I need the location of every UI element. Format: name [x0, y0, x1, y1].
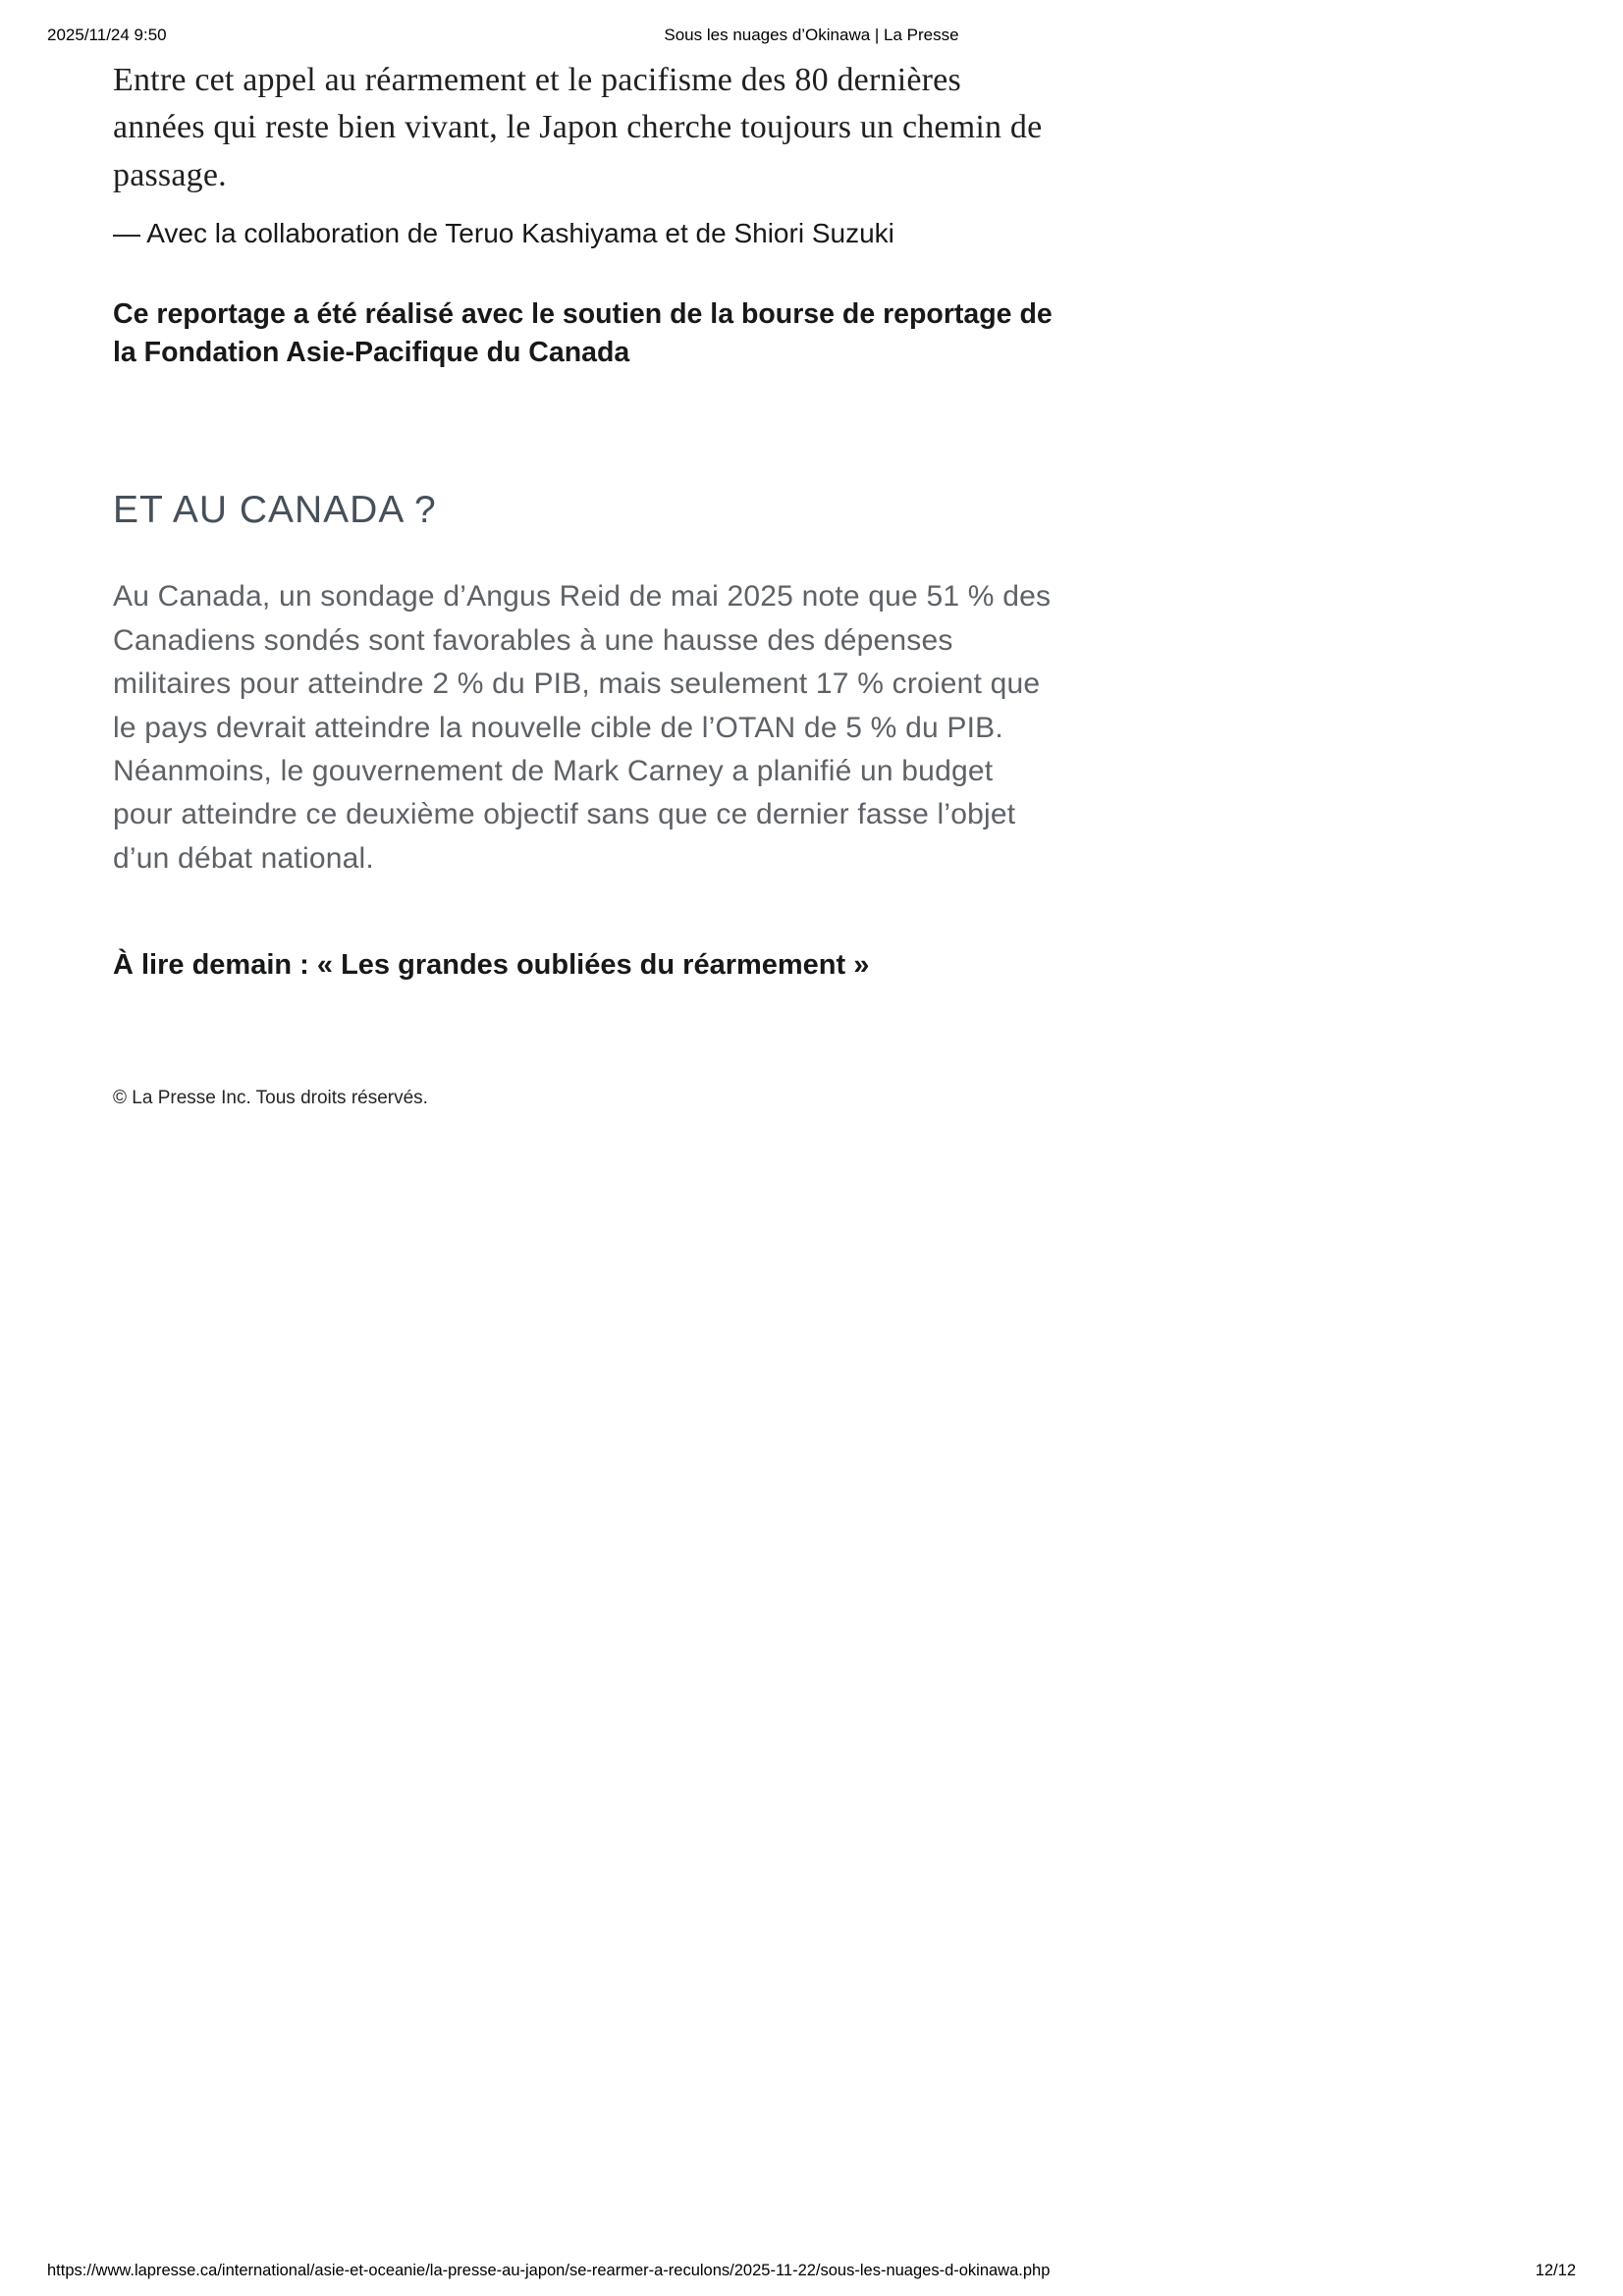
- copyright-notice: © La Presse Inc. Tous droits réservés.: [113, 1088, 428, 1109]
- read-tomorrow-note: À lire demain : « Les grandes oubliées du réarmement »: [113, 949, 870, 982]
- article-body: [113, 57, 1060, 1109]
- print-document-title: Sous les nuages d’Okinawa | La Presse: [664, 26, 959, 44]
- collaboration-note: — Avec la collaboration de Teruo Kashiyama et de Shiori Suzuki: [113, 217, 894, 248]
- print-footer: [47, 2262, 1576, 2280]
- page-indicator: 12/12: [1535, 2262, 1576, 2279]
- section-heading: ET AU CANADA ?: [113, 489, 437, 532]
- print-source-url: https://www.lapresse.ca/international/asie-et-oceanie/la-presse-au-japon/se-rearmer-a-reculons/2025-11-22/sous-les-nuages-d-okinawa.php: [47, 2262, 1051, 2279]
- print-datetime: 2025/11/24 9:50: [47, 26, 167, 44]
- canada-paragraph: Au Canada, un sondage d’Angus Reid de mai 2025 note que 51 % des Canadiens sondés sont favorables à une hausse des dépenses militaires pour atteindre 2 % du PIB, mais seulement 17 % croient que le pays devrait atteindre la nouvelle cible de l’OTAN de 5 % du PIB. Néanmoins, le gouvernement de Mark Carney a planifié un budget pour atteindre ce deuxième objectif sans que ce dernier fasse l’objet d’un débat national.: [113, 580, 1052, 875]
- print-header: [47, 26, 1576, 49]
- support-note: Ce reportage a été réalisé avec le soutien de la bourse de reportage de la Fondation Asie-Pacifique du Canada: [113, 297, 1053, 369]
- lede-paragraph: Entre cet appel au réarmement et le pacifisme des 80 dernières années qui reste bien vivant, le Japon cherche toujours un chemin de passage.: [113, 62, 1043, 193]
